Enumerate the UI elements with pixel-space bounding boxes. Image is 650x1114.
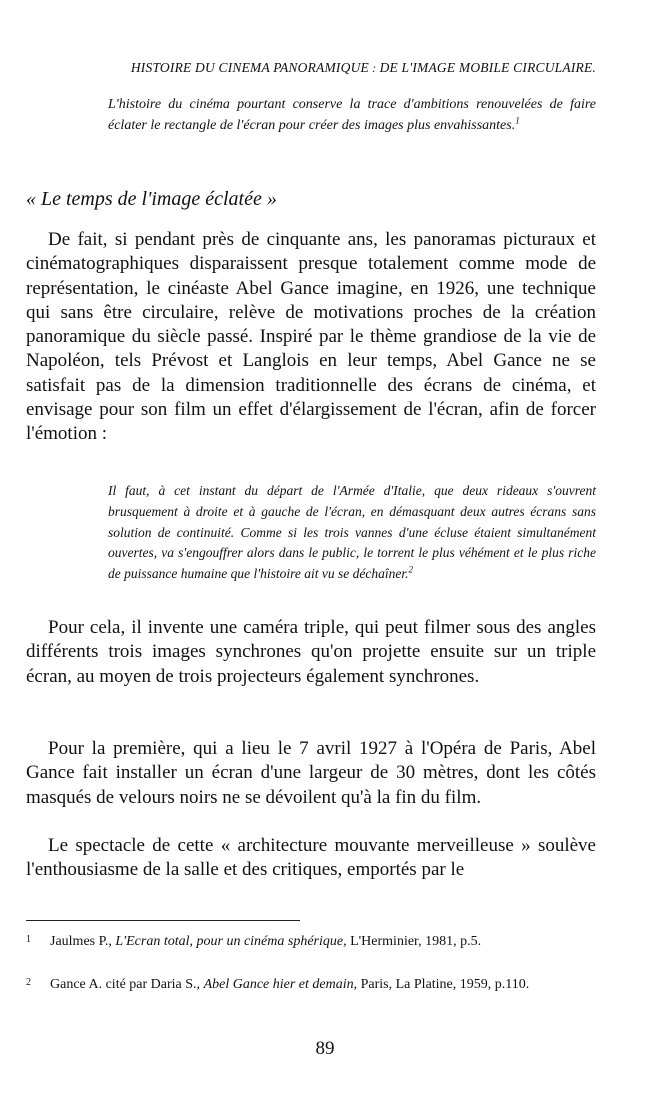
paragraph-3 [26,737,596,810]
footnote-1-author: Jaulmes P., [50,934,112,949]
footnote-1 [26,932,596,952]
paragraph-1-text: De fait, si pendant près de cinquante ans, les panoramas picturaux et cinématographiques disparaissent presque totalement comme mode de représentation, le cinéaste Abel Gance imagine, en 1926, une technique qui sans être circulaire, relève de motivations proches de la création panoramique du siècle passé. Inspiré par le thème grandiose de la vie de Napoléon, tels Prévost et Langlois en leur temps, Abel Gance ne se satisfait pas de la dimension traditionnelle des écrans de cinéma, et envisage pour son film un effet d'élargissement de l'écran, afin de forcer l'émotion : [26,229,596,445]
block-quote [108,481,596,585]
paragraph-4 [26,834,596,883]
epigraph-text: L'histoire du cinéma pourtant conserve la trace d'ambitions renouvelées de faire éclater le rectangle de l'écran pour créer des images plus envahissantes. [108,97,596,133]
footnote-1-number: 1 [26,934,31,945]
quote-footnote-ref: 2 [408,564,413,575]
section-title: « Le temps de l'image éclatée » [26,188,277,210]
running-head: HISTOIRE DU CINEMA PANORAMIQUE : DE L'IMAGE MOBILE CIRCULAIRE. [130,60,596,75]
footnote-1-rest: , L'Herminier, 1981, p.5. [343,934,482,949]
paragraph-1 [26,228,596,447]
footnote-2-number: 2 [26,977,31,988]
page-number: 89 [315,1038,335,1059]
footnote-2-title: Abel Gance hier et demain [203,977,354,992]
footnote-divider [26,920,300,921]
footnote-1-title: L'Ecran total, pour un cinéma sphérique [115,934,344,949]
paragraph-2 [26,616,596,689]
paragraph-4-text: Le spectacle de cette « architecture mouvante merveilleuse » soulève l'enthousiasme de la salle et des critiques, emportés par le [26,835,596,881]
block-quote-text: Il faut, à cet instant du départ de l'Armée d'Italie, que deux rideaux s'ouvrent brusquement à droite et à gauche de l'écran, en démasquant deux autres écrans sans solution de continuité. Comme si les trois vannes d'une écluse étaient simultanément ouvertes, va s'engouffrer alors dans le public, le torrent le plus véhément et le plus riche de puissance humaine que l'histoire ait vu se déchaîner. [108,483,596,582]
epigraph [108,94,596,136]
running-head-part1: HISTOIRE DU CINEMA PANORAMIQUE [130,60,369,75]
footnote-2 [26,975,596,995]
running-head-part2: DE L'IMAGE MOBILE CIRCULAIRE. [379,60,596,75]
footnote-2-author: Gance A. cité par Daria S., [50,977,201,992]
epigraph-footnote-ref: 1 [515,115,520,126]
paragraph-3-text: Pour la première, qui a lieu le 7 avril 1927 à l'Opéra de Paris, Abel Gance fait installer un écran d'une largeur de 30 mètres, dont les côtés masqués de velours noirs ne se dévoilent qu'à la fin du film. [26,738,596,808]
footnote-2-rest: , Paris, La Platine, 1959, p.110. [353,977,530,992]
paragraph-2-text: Pour cela, il invente une caméra triple, qui peut filmer sous des angles différents trois images synchrones qu'on projette ensuite sur un triple écran, au moyen de trois projecteurs également synchrones. [26,617,596,687]
